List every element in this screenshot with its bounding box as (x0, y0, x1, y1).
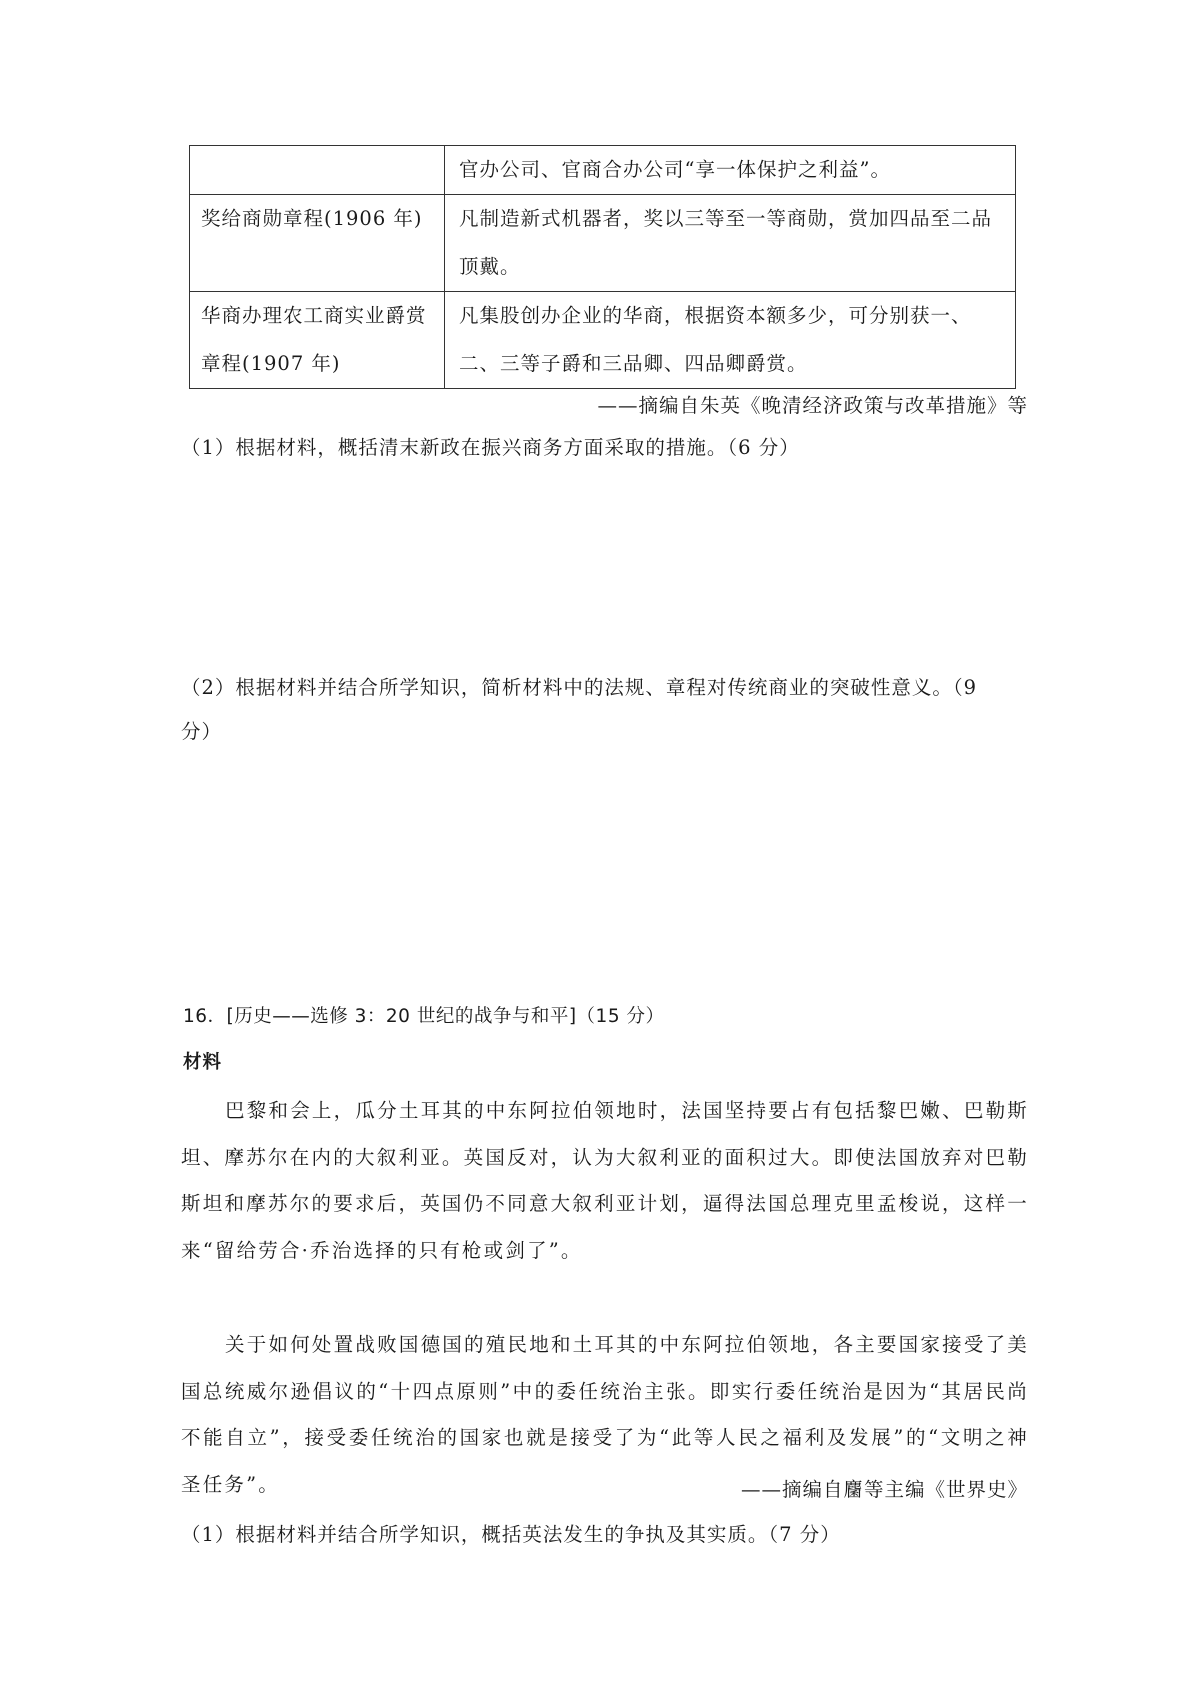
table-row (190, 195, 1016, 292)
table-row (190, 292, 1016, 389)
source-citation: ——摘编自朱英《晚清经济政策与改革措施》等 (597, 394, 1028, 417)
regulation-content: 官办公司、官商合办公司“享一体保护之利益”。 (445, 146, 1016, 195)
regulation-name (190, 146, 445, 195)
question-15-1: （1）根据材料，概括清末新政在振兴商务方面采取的措施。（6 分） (181, 436, 800, 459)
regulation-content: 凡制造新式机器者，奖以三等至一等商勋，赏加四品至二品顶戴。 (445, 195, 1016, 292)
regulations-table (189, 145, 1016, 389)
material-label: 材料 (183, 1052, 223, 1073)
table-row (190, 146, 1016, 195)
regulation-content: 凡集股创办企业的华商，根据资本额多少，可分别获一、二、三等子爵和三品卿、四品卿爵赏。 (445, 292, 1016, 389)
question-16-title: 16．[历史——选修 3：20 世纪的战争与和平]（15 分） (183, 1006, 665, 1027)
regulation-name: 奖给商勋章程(1906 年) (190, 195, 445, 292)
material-paragraph-1: 巴黎和会上，瓜分土耳其的中东阿拉伯领地时，法国坚持要占有包括黎巴嫩、巴勒斯坦、摩苏尔在内的大叙利亚。英国反对，认为大叙利亚的面积过大。即使法国放弃对巴勒斯坦和摩苏尔的要求后，英国仍不同意大叙利亚计划，逼得法国总理克里孟梭说，这样一来“留给劳合·乔治选择的只有枪或剑了”。 (181, 1099, 1029, 1262)
source-citation: ——摘编自麕等主编《世界史》 (740, 1478, 1028, 1501)
regulation-name: 华商办理农工商实业爵赏章程(1907 年) (190, 292, 445, 389)
question-15-2: （2）根据材料并结合所学知识，简析材料中的法规、章程对传统商业的突破性意义。（9 (181, 676, 978, 699)
question-15-2-continued: 分） (181, 720, 223, 743)
question-16-1: （1）根据材料并结合所学知识，概括英法发生的争执及其实质。（7 分） (181, 1523, 841, 1546)
material-paragraph-2: 关于如何处置战败国德国的殖民地和土耳其的中东阿拉伯领地，各主要国家接受了美国总统威尔逊倡议的“十四点原则”中的委任统治主张。即实行委任统治是因为“其居民尚不能自立”，接受委任统治的国家也就是接受了为“此等人民之福利及发展”的“文明之神圣任务”。 (181, 1333, 1029, 1496)
